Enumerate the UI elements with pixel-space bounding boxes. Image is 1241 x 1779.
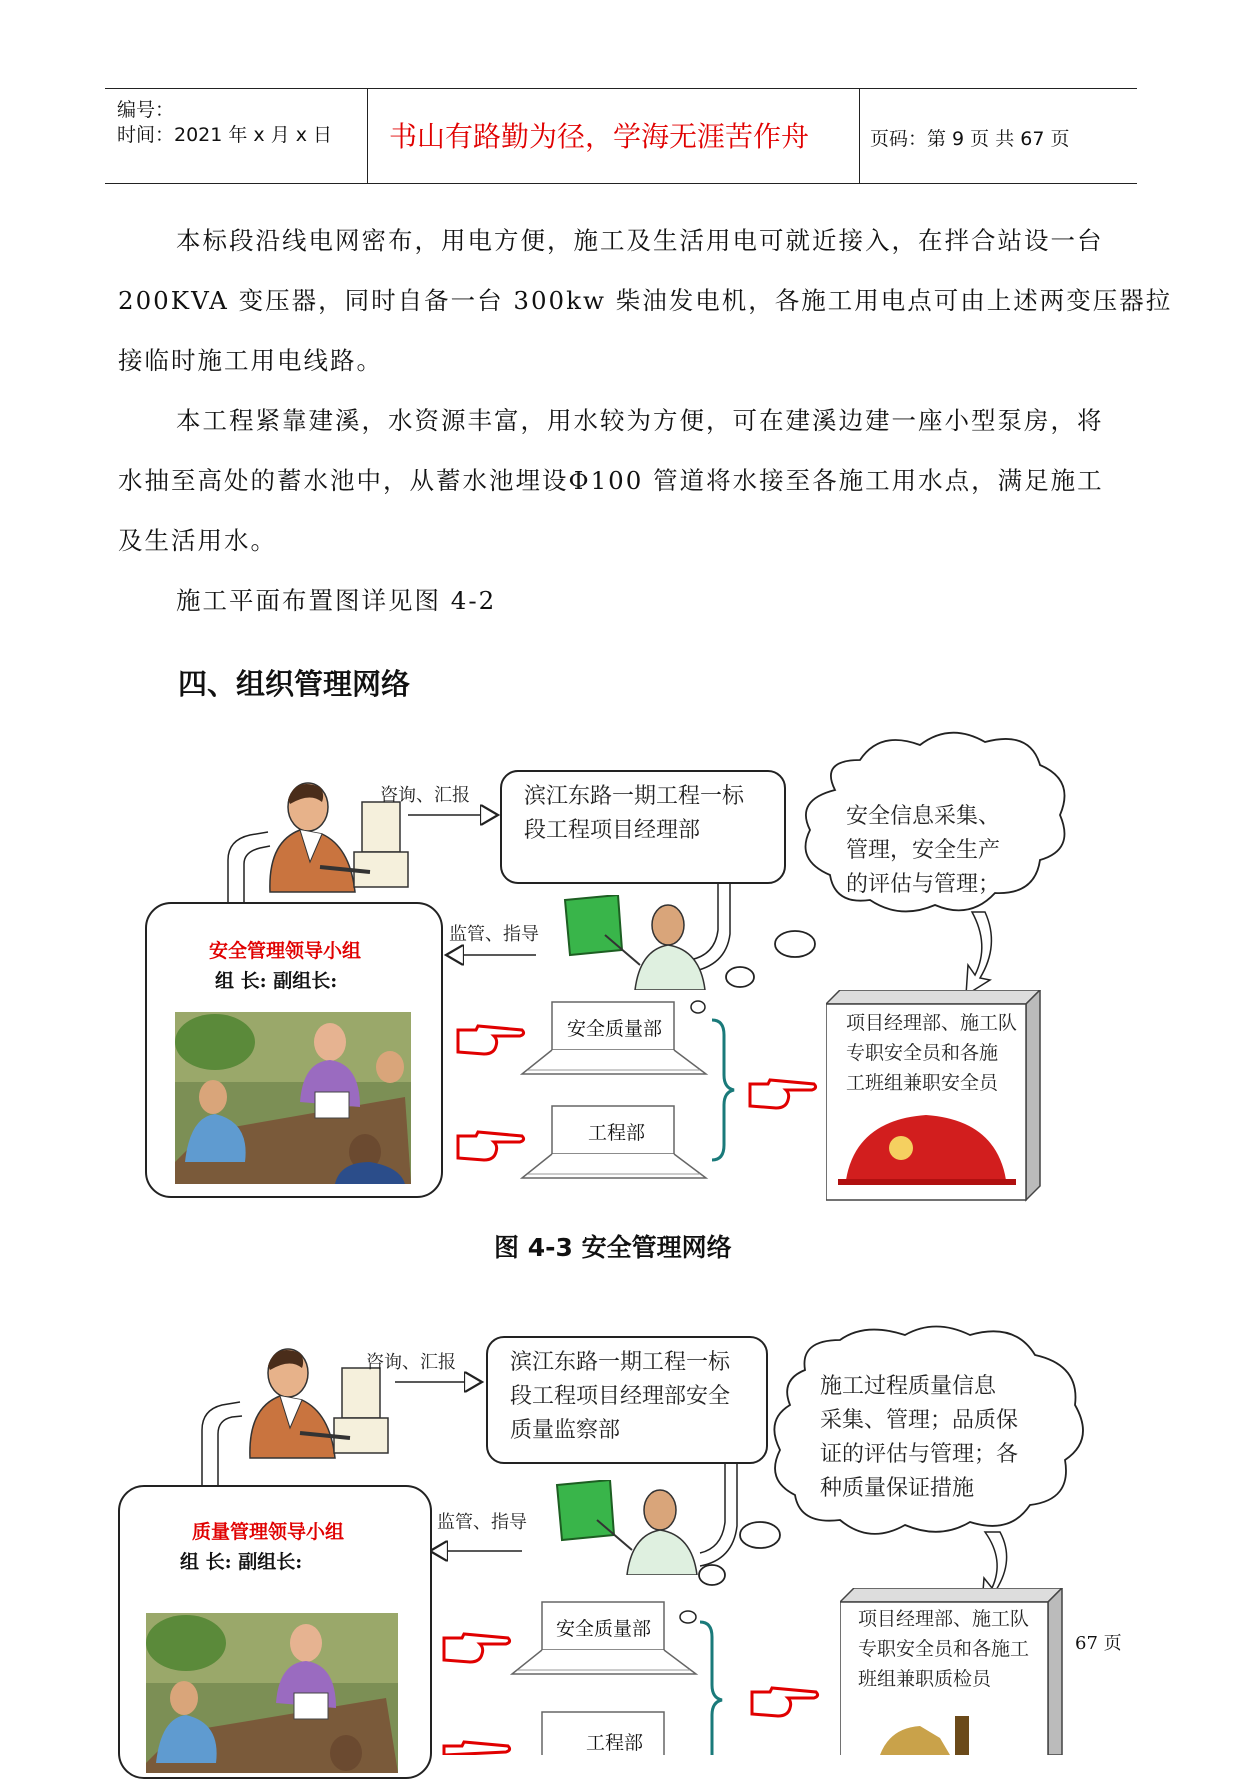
quality-dept-line-2: 段工程项目经理部安全 — [510, 1384, 731, 1409]
supervisor-pointing-icon — [560, 895, 710, 990]
pointing-hand-icon — [454, 1022, 526, 1058]
safety-quality-dept-label: 安全质量部 — [567, 1018, 663, 1040]
project-dept-line-2: 段工程项目经理部 — [524, 818, 701, 843]
section-heading: 四、组织管理网络 — [178, 667, 411, 701]
quality-staff-line-1: 项目经理部、施工队 — [858, 1608, 1030, 1630]
footer-page-number: 67 页 — [1075, 1633, 1122, 1654]
safety-group-title: 安全管理领导小组 — [209, 940, 362, 962]
engineering-dept-label: 工程部 — [588, 1122, 646, 1144]
cloud-line-4: 种质量保证措施 — [820, 1476, 975, 1501]
consult-report-label: 咨询、汇报 — [380, 785, 470, 806]
meeting-picture-icon — [175, 1012, 411, 1184]
pointing-hand-icon — [746, 1076, 818, 1112]
cloud-line-2: 采集、管理；品质保 — [820, 1408, 1019, 1433]
page-number-label: 页码：第 9 页 共 67 页 — [870, 128, 1070, 150]
safety-info-cloud — [846, 800, 1000, 902]
pointing-hand-icon — [440, 1738, 512, 1755]
quality-group-leaders: 组 长: 副组长: — [180, 1551, 303, 1573]
pointing-hand-icon — [440, 1630, 512, 1666]
supervisor-pointing-icon — [552, 1480, 702, 1575]
cloud-line-2: 管理，安全生产 — [846, 838, 1001, 863]
meeting-picture-icon — [146, 1613, 398, 1773]
cloud-line-1: 安全信息采集、 — [846, 804, 1001, 829]
cloud-line-3: 证的评估与管理；各 — [820, 1442, 1019, 1467]
quality-staff-line-3: 班组兼职质检员 — [858, 1668, 992, 1690]
cloud-line-3: 的评估与管理； — [846, 872, 1001, 897]
supervise-guide-label: 监管、指导 — [449, 924, 539, 945]
paragraph-1-line-3: 接临时施工用电线路。 — [118, 346, 383, 375]
quality-supervision-box — [486, 1336, 768, 1464]
safety-leader-group-box — [145, 902, 443, 1198]
quality-info-cloud — [820, 1370, 1018, 1506]
safety-staff-line-1: 项目经理部、施工队 — [846, 1012, 1018, 1034]
pointing-hand-icon — [454, 1128, 526, 1164]
quality-staff-line-2: 专职安全员和各施工 — [858, 1638, 1030, 1660]
paragraph-1-line-1: 本标段沿线电网密布，用电方便，施工及生活用电可就近接入，在拌合站设一台 — [176, 226, 1104, 255]
consult-report-label: 咨询、汇报 — [366, 1352, 456, 1373]
quality-leader-group-box — [118, 1485, 432, 1779]
paragraph-1-line-2: 200KVA 变压器，同时自备一台 300kw 柴油发电机，各施工用电点可由上述两变压器拉 — [118, 286, 1173, 315]
figure-caption: 图 4-3 安全管理网络 — [494, 1233, 732, 1262]
safety-group-leaders: 组 长: 副组长: — [215, 970, 338, 992]
safety-staff-line-2: 专职安全员和各施 — [846, 1042, 999, 1064]
paragraph-2-line-1: 本工程紧靠建溪，水资源丰富，用水较为方便，可在建溪边建一座小型泵房，将 — [176, 406, 1104, 435]
engineering-dept-label: 工程部 — [586, 1732, 644, 1754]
doc-number-label: 编号： — [117, 99, 175, 121]
header-motto: 书山有路勤为径，学海无涯苦作舟 — [389, 120, 810, 153]
safety-staff-text — [846, 1008, 1017, 1098]
quality-dept-line-1: 滨江东路一期工程一标 — [510, 1350, 731, 1375]
paragraph-2-line-2: 水抽至高处的蓄水池中，从蓄水池埋设Φ100 管道将水接至各施工用水点，满足施工 — [118, 466, 1104, 495]
pointing-hand-icon — [748, 1684, 820, 1720]
safety-staff-line-3: 工班组兼职安全员 — [846, 1072, 999, 1094]
quality-dept-line-3: 质量监察部 — [510, 1418, 621, 1443]
safety-quality-dept-label: 安全质量部 — [556, 1618, 652, 1640]
paragraph-3: 施工平面布置图详见图 4-2 — [176, 586, 497, 615]
project-dept-box — [500, 770, 786, 884]
quality-group-title: 质量管理领导小组 — [192, 1521, 345, 1543]
paragraph-2-line-3: 及生活用水。 — [118, 526, 277, 555]
project-dept-line-1: 滨江东路一期工程一标 — [524, 784, 745, 809]
quality-staff-text — [858, 1604, 1029, 1694]
cloud-line-1: 施工过程质量信息 — [820, 1374, 997, 1399]
supervise-guide-label: 监管、指导 — [437, 1512, 527, 1533]
doc-time-label: 时间：2021 年 x 月 x 日 — [117, 124, 333, 146]
